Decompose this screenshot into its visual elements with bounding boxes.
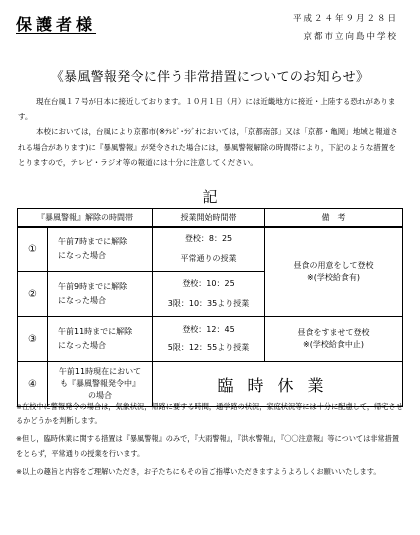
- condition-line: の場合: [88, 391, 112, 400]
- footnote-2: ※但し，臨時休業に関する措置は『暴風警報』のみで，『大雨警報』，『洪水警報』，『〇〇注意報』等については非常措置をとらず，平常通りの授業を行います。: [16, 434, 400, 458]
- remarks-line: ※(学校給食中止): [303, 340, 364, 349]
- table-row: [18, 227, 403, 272]
- row-number: ②: [18, 272, 48, 317]
- class-start: 3限：10：35より授業: [167, 299, 250, 308]
- remarks-line: 昼食をすませて登校: [297, 328, 370, 337]
- condition-line: 午前11時までに解除: [58, 327, 133, 336]
- arrival-time: 登校：12：45: [182, 325, 235, 334]
- condition-line: になった場合: [58, 341, 106, 350]
- table-header-row: [18, 209, 403, 227]
- footnote-3: ※以上の趣旨と内容をご理解いただき，お子たちにもその旨ご指導いただきますようよろしくお願いいたします。: [16, 466, 381, 476]
- body-paragraph-1: 現在台風１７号が日本に接近しております。１０月１日（月）には近畿地方に接近・上陸する恐れがあります。: [18, 97, 396, 122]
- body-paragraph-2: 本校においては，台風により京都市(※ﾃﾚﾋﾞ･ﾗｼﾞｵにおいては，「京都南部」又は「京都・亀岡」地域と報道される場合があります)に『暴風警報』が発令された場合には，暴風警報解除の時間帯により，下記のような措置をとりますので，テレビ・ラジオ等の報道には十分に注意してください。: [18, 127, 398, 167]
- header-remarks: 備 考: [265, 209, 403, 227]
- remarks-cell: [265, 317, 403, 362]
- issue-date: 平成２４年９月２８日: [292, 14, 398, 24]
- notice-body: [18, 94, 402, 170]
- condition-line: 午前11時現在において: [58, 367, 142, 376]
- class-start: 平常通りの授業: [180, 254, 237, 264]
- arrival-time: 登校：10：25: [182, 279, 235, 288]
- schedule-table: [17, 208, 403, 407]
- notice-title: 《暴風警報発令に伴う非常措置についてのお知らせ》: [50, 70, 370, 85]
- condition-line: になった場合: [58, 251, 106, 261]
- condition-cell: [48, 272, 153, 317]
- table-row: [18, 317, 403, 362]
- condition-cell: [48, 227, 153, 272]
- row-number: ③: [18, 317, 48, 362]
- class-start: 5限：12：55より授業: [167, 343, 250, 352]
- remarks-cell: [265, 227, 403, 317]
- remarks-line: ※(学校給食有): [307, 272, 360, 282]
- header-condition: 『暴風警報』解除の時間帯: [18, 209, 153, 227]
- row-number: ④: [18, 362, 48, 407]
- footnotes: [16, 400, 406, 483]
- footnote-1: ※在校中に警報発令の場合は，気象状況，帰路に要する時間，通学路の状況，家庭状況等には十分に配慮して，帰宅させるかどうかを判断します。: [16, 402, 403, 426]
- condition-line: も『暴風警報発令中』: [60, 379, 140, 388]
- row-number: ①: [18, 227, 48, 272]
- header-start-time: 授業開始時間帯: [153, 209, 265, 227]
- start-time-cell: [153, 317, 265, 362]
- school-name: 京都市立向島中学校: [303, 32, 398, 42]
- ki-heading: 記: [202, 188, 218, 206]
- condition-line: になった場合: [58, 296, 106, 305]
- arrival-time: 登校：8：25: [184, 234, 233, 244]
- temporary-closure-cell: 臨時休業: [153, 362, 403, 407]
- addressee-heading: 保護者様: [16, 15, 97, 34]
- start-time-cell: [153, 227, 265, 272]
- condition-cell: [48, 317, 153, 362]
- condition-line: 午前7時までに解除: [58, 237, 128, 247]
- condition-line: 午前9時までに解除: [58, 282, 128, 291]
- remarks-line: 昼食の用意をして登校: [293, 260, 374, 270]
- start-time-cell: [153, 272, 265, 317]
